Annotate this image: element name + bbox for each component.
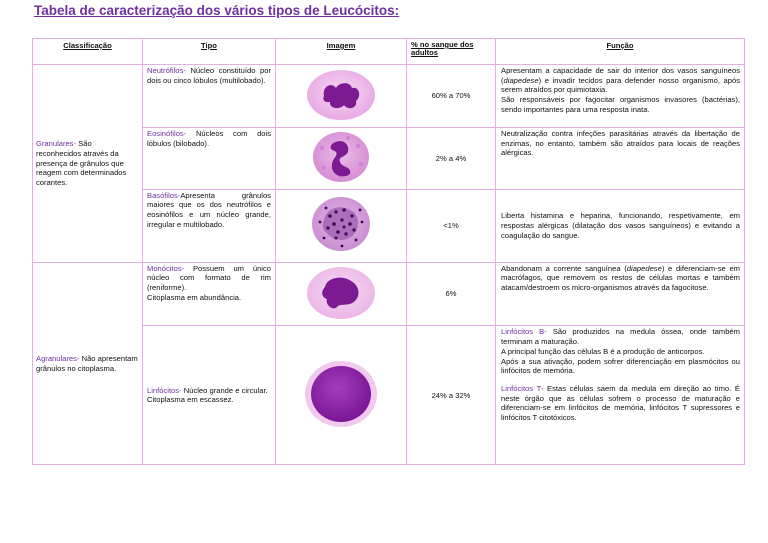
- image-neutrofilo: [276, 65, 407, 128]
- funcao-paragraph: Após a sua ativação, podem sofrer diferenciação em plasmócitos ou linfócitos de memória.: [501, 356, 740, 376]
- tipo-name: Linfócitos-: [147, 385, 182, 395]
- funcao-text: ) e diferenciam-se em macrófagos, que removem os restos de células mortas e também atacam/destroem os micro-organismos através da fagocitose.: [501, 263, 740, 293]
- monocyte-cell-icon: [303, 265, 379, 321]
- funcao-basofilos: Liberta histamina e heparina, funcionando, respetivamente, em respostas alérgicas (dilatação dos vasos sanguíneos) e evitando a coagulação do sangue.: [496, 189, 745, 262]
- funcao-text: ) e invadir tecidos para defender nosso organismo, após serem atraídos por quimiotaxia.: [501, 75, 740, 95]
- table-row-neutrofilos: [33, 65, 745, 128]
- funcao-monocitos: [496, 262, 745, 326]
- tipo-desc2: Citoplasma em escassez.: [147, 395, 234, 405]
- percent-linfocitos: 24% a 32%: [407, 326, 496, 465]
- funcao-italic: diapedese: [503, 75, 539, 85]
- header-funcao: Função: [496, 39, 745, 65]
- tipo-name: Monócitos-: [147, 263, 185, 273]
- tipo-name: Eosinófilos-: [147, 129, 187, 138]
- table-row-monocitos: [33, 262, 745, 326]
- eosinophil-cell-icon: [306, 130, 376, 184]
- tipo-eosinofilos: [143, 128, 276, 190]
- header-row: [33, 39, 745, 65]
- funcao-neutrofilos: [496, 65, 745, 128]
- group-granulares-name: Granulares-: [36, 139, 77, 149]
- tipo-desc: Possuem um único núcleo com formato de rim (reniforme).: [147, 263, 271, 293]
- tipo-basofilos: [143, 189, 276, 262]
- funcao-italic: diapedese: [626, 263, 662, 273]
- group-agranulares: [33, 262, 143, 465]
- percent-eosinofilos: 2% a 4%: [407, 128, 496, 190]
- tipo-name: Basófilos-: [147, 190, 181, 200]
- leukocyte-table: [32, 38, 745, 465]
- percent-neutrofilos: 60% a 70%: [407, 65, 496, 128]
- percent-basofilos: <1%: [407, 189, 496, 262]
- image-linfocito: [276, 326, 407, 465]
- funcao-eosinofilos: Neutralização contra infeções parasitárias através da libertação de enzimas, no entanto, também são atraídos para locais de reações alérgicas.: [496, 128, 745, 190]
- group-granulares-desc: São reconhecidos através da presença de grânulos que reagem com determinados corantes.: [36, 139, 127, 187]
- funcao-paragraph: A principal função das células B é a produção de anticorpos.: [501, 346, 705, 356]
- image-monocito: [276, 262, 407, 326]
- header-imagem: Imagem: [276, 39, 407, 65]
- funcao-text: Apresentam a capacidade de sair do interior dos vasos sanguíneos (: [501, 66, 740, 85]
- page-title: Tabela de caracterização dos vários tipos de Leucócitos:: [34, 3, 400, 18]
- header-percent: % no sangue dos adultos: [407, 39, 496, 65]
- funcao-text: Abandonam a corrente sanguínea (: [501, 263, 627, 273]
- header-tipo: Tipo: [143, 39, 276, 65]
- tipo-desc: Núcleos com dois lóbulos (bilobado).: [147, 129, 271, 148]
- linfocitos-t-text: Estas células saem da medula em direção ao timo. É neste órgão que as células sofrem o processo de maturação e diferenciam-se em linfócitos de memória, linfócitos T supressores e linfócitos T citotóxicos.: [501, 384, 740, 423]
- group-agranulares-name: Agranulares-: [36, 353, 80, 363]
- linfocitos-b-name: Linfócitos B-: [501, 327, 547, 337]
- linfocitos-b-text: São produzidos na medula óssea, onde também terminam a maturação.: [501, 327, 740, 347]
- basophil-cell-icon: [306, 194, 376, 254]
- tipo-desc: Núcleo constituído por dois ou cinco lóbulos (multilobado).: [147, 66, 271, 85]
- lymphocyte-cell-icon: [302, 359, 380, 429]
- funcao-paragraph: São responsáveis por fagocitar organismos invasores (bactérias), sendo importantes para uma resposta inata.: [501, 95, 740, 114]
- funcao-paragraph: [501, 384, 740, 423]
- header-classificacao: Classificação: [33, 39, 143, 65]
- tipo-name: Neutrófilos-: [147, 66, 186, 75]
- funcao-linfocitos: [496, 326, 745, 465]
- group-agranulares-desc: Não apresentam grânulos no citoplasma.: [36, 353, 138, 373]
- tipo-linfocitos: [143, 326, 276, 465]
- tipo-desc2: Citoplasma em abundância.: [147, 292, 242, 302]
- linfocitos-t-name: Linfócitos T-: [501, 384, 544, 394]
- tipo-desc: Apresenta grânulos maiores que os dos neutrófilos e eosinófilos e um núcleo grande, irregular e multilobado.: [147, 190, 271, 229]
- image-basofilo: [276, 189, 407, 262]
- tipo-desc: Núcleo grande e circular.: [181, 385, 268, 395]
- group-granulares: [33, 65, 143, 263]
- tipo-monocitos: [143, 262, 276, 326]
- tipo-neutrofilos: [143, 65, 276, 128]
- percent-monocitos: 6%: [407, 262, 496, 326]
- neutrophil-cell-icon: [302, 68, 380, 122]
- image-eosinofilo: [276, 128, 407, 190]
